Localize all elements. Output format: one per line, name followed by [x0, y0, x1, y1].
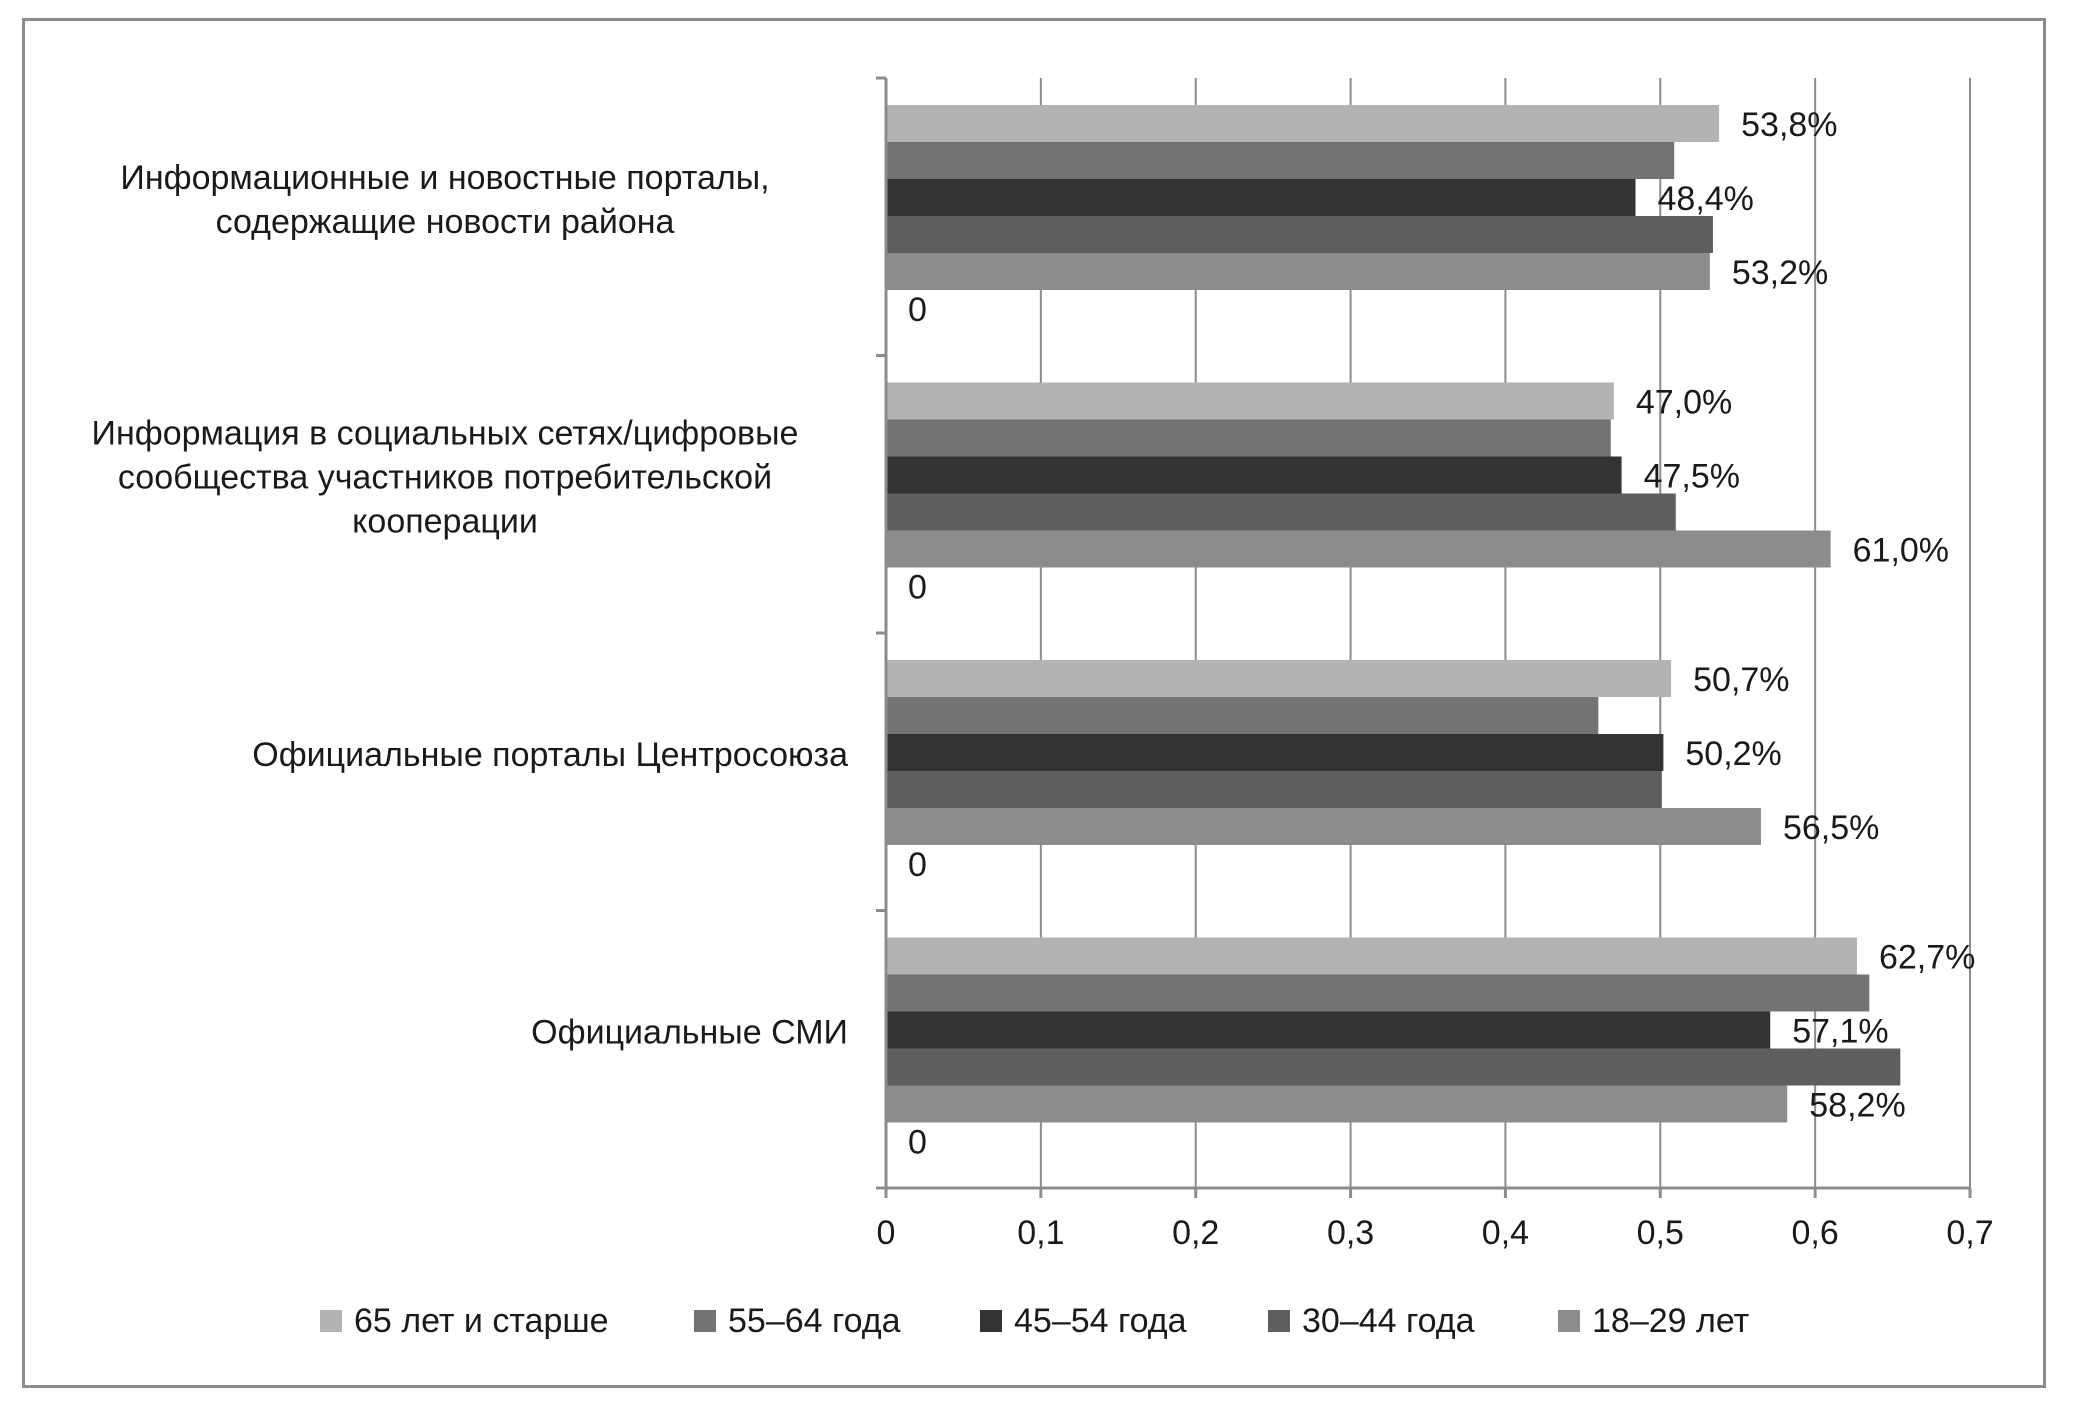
data-label: 0: [908, 568, 927, 607]
x-tick-label: 0,1: [1017, 1214, 1065, 1252]
data-label: 47,0%: [1635, 383, 1733, 422]
category-label: сообщества участников потребительской: [117, 458, 773, 497]
bar: [886, 1012, 1770, 1049]
bar: [886, 253, 1710, 290]
category-label: Официальные СМИ: [531, 1013, 848, 1052]
category-label: кооперации: [352, 502, 538, 541]
legend-swatch: [980, 1310, 1002, 1332]
data-label: 58,2%: [1809, 1086, 1906, 1125]
x-tick-label: 0,4: [1481, 1214, 1530, 1252]
bar: [886, 975, 1869, 1012]
data-label: 0: [908, 291, 927, 329]
bar: [886, 771, 1662, 808]
legend-label: 18–29 лет: [1592, 1302, 1750, 1340]
bar: [886, 105, 1719, 142]
bar: [886, 216, 1713, 253]
bar: [886, 457, 1622, 494]
bar: [886, 420, 1611, 457]
data-label: 53,2%: [1731, 254, 1829, 292]
bar: [886, 383, 1614, 420]
data-label: 61,0%: [1852, 531, 1950, 570]
data-label: 50,2%: [1685, 735, 1782, 773]
data-label: 48,4%: [1657, 180, 1754, 218]
legend-swatch: [1268, 1310, 1290, 1332]
category-label: Информация в социальных сетях/цифровые: [91, 414, 799, 453]
legend-swatch: [1558, 1310, 1580, 1332]
bar: [886, 531, 1831, 568]
data-label: 0: [908, 1123, 927, 1162]
data-label: 47,5%: [1643, 457, 1740, 496]
data-label: 57,1%: [1792, 1012, 1889, 1051]
bar: [886, 660, 1671, 697]
legend-label: 55–64 года: [728, 1302, 901, 1340]
category-label: Официальные порталы Центросоюза: [252, 735, 848, 774]
category-label: содержащие новости района: [215, 202, 675, 241]
data-label: 0: [908, 846, 927, 884]
x-tick-label: 0,3: [1326, 1214, 1375, 1252]
bar: [886, 179, 1636, 216]
x-tick-label: 0,6: [1791, 1214, 1839, 1252]
data-label: 50,7%: [1693, 661, 1790, 699]
bar: [886, 1049, 1900, 1086]
bar: [886, 808, 1761, 845]
x-tick-label: 0,7: [1946, 1214, 1994, 1252]
data-label: 62,7%: [1878, 938, 1976, 977]
bar: [886, 142, 1674, 179]
x-tick-label: 0,5: [1636, 1214, 1684, 1252]
legend-label: 45–54 года: [1014, 1302, 1187, 1340]
bar: [886, 734, 1663, 771]
legend-swatch: [694, 1310, 716, 1332]
legend-label: 30–44 года: [1302, 1302, 1475, 1340]
data-label: 56,5%: [1782, 809, 1880, 847]
legend-label: 65 лет и старше: [354, 1302, 609, 1340]
data-label: 53,8%: [1741, 106, 1838, 144]
bar: [886, 938, 1857, 975]
bar: [886, 494, 1676, 531]
legend: [320, 1302, 1749, 1340]
legend-swatch: [320, 1310, 342, 1332]
category-label: Информационные и новостные порталы,: [120, 158, 770, 197]
x-tick-label: 0: [876, 1214, 896, 1252]
bar: [886, 1086, 1787, 1123]
bar: [886, 697, 1598, 734]
x-tick-label: 0,2: [1172, 1214, 1220, 1252]
